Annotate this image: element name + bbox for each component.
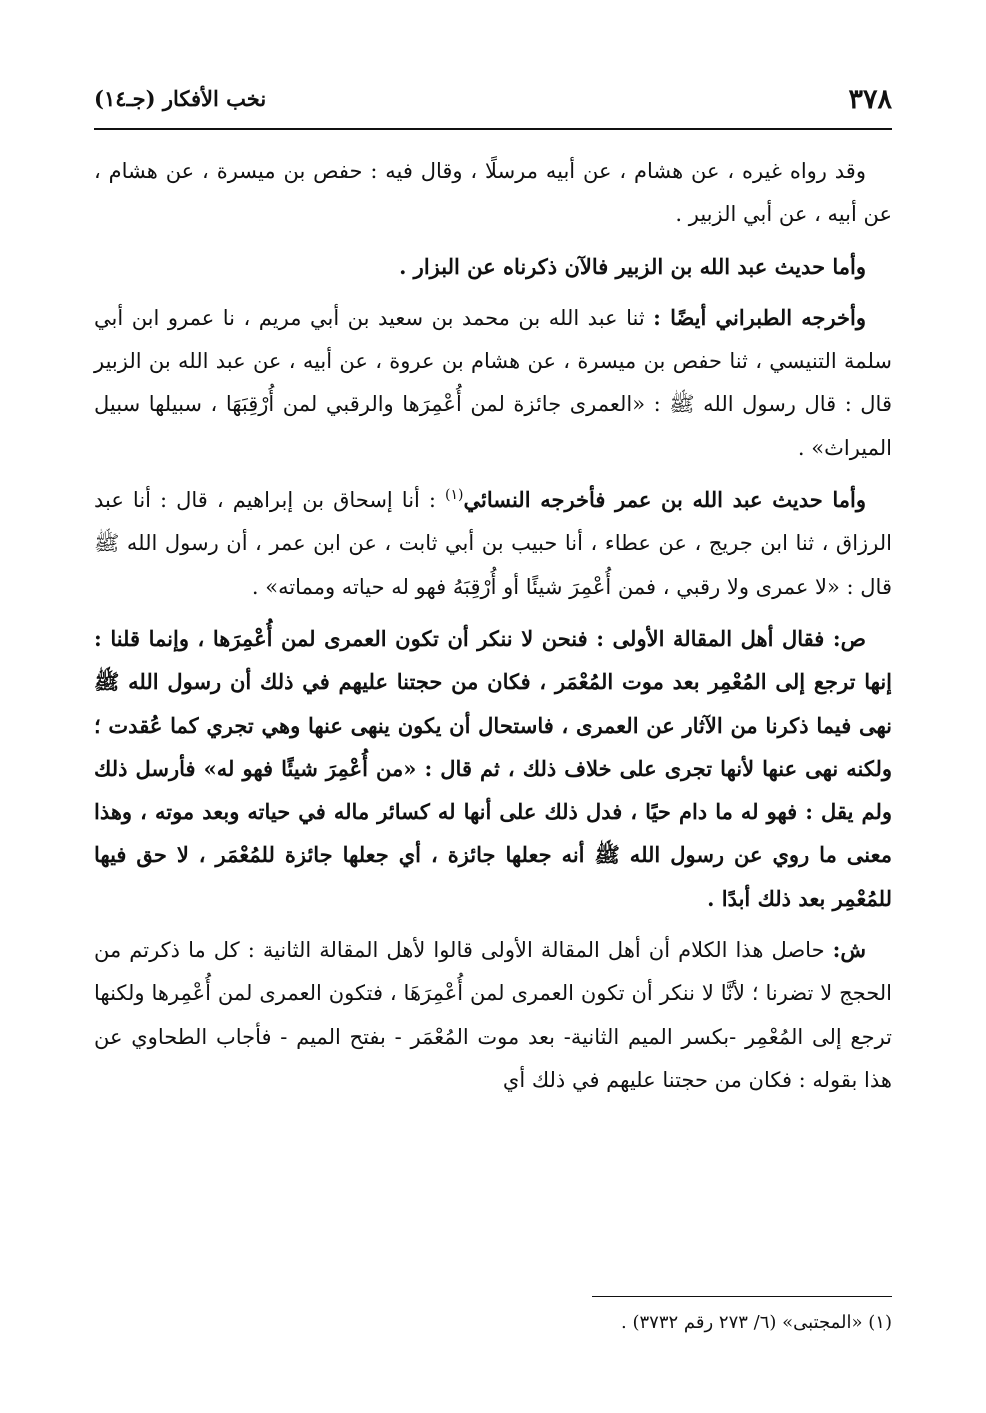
running-title: نخب الأفكار (جـ١٤) (94, 86, 267, 111)
paragraph-4-lead: وأما حديث عبد الله بن عمر فأخرجه النسائي (463, 487, 866, 513)
page-body (94, 150, 892, 1110)
paragraph-5 (94, 617, 892, 920)
footnote-divider (592, 1296, 892, 1297)
header-divider (94, 128, 892, 130)
paragraph-3-lead: وأخرجه الطبراني أيضًا : (653, 304, 866, 330)
footnote (94, 1310, 892, 1336)
paragraph-6 (94, 928, 892, 1102)
paragraph-4 (94, 478, 892, 609)
paragraph-6-text: حاصل هذا الكلام أن أهل المقالة الأولى قالوا لأهل المقالة الثانية : كل ما ذكرتم من الحجج لا تضرنا ؛ لأنَّا لا ننكر أن تكون العمرى لمن أُعْمِرَهَا ، فتكون العمرى لمن أُعْمِرها ولكنها ترجع إلى المُعْمِر -بكسر الميم الثانية- بعد موت المُعْمَر - بفتح الميم - فأجاب الطحاوي عن هذا بقوله : فكان من حجتنا عليهم في ذلك أي (94, 938, 892, 1092)
paragraph-1-text: وقد رواه غيره ، عن هشام ، عن أبيه مرسلًا ، وقال فيه : حفص بن ميسرة ، عن هشام ، عن أبيه ، عن أبي الزبير . (94, 159, 892, 227)
paragraph-6-lead: ش: (832, 937, 866, 963)
page-header (94, 84, 892, 124)
paragraph-3 (94, 296, 892, 470)
paragraph-4-text: : أنا إسحاق بن إبراهيم ، قال : أنا عبد الرزاق ، ثنا ابن جريج ، عن عطاء ، أنا حبيب بن أبي ثابت ، عن ابن عمر ، أن رسول الله ﷺ قال : «لا عمرى ولا رقبي ، فمن أُعْمِرَ شيئًا أو أُرْقِبَهُ فهو له حياته ومماته» . (94, 488, 892, 599)
paragraph-2 (94, 245, 892, 288)
footnote-text: (١) «المجتبى» (٦/ ٢٧٣ رقم ٣٧٣٢) . (621, 1312, 892, 1333)
paragraph-1 (94, 150, 892, 237)
paragraph-3-text: ثنا عبد الله بن محمد بن سعيد بن أبي مريم ، نا عمرو ابن أبي سلمة التنيسي ، ثنا حفص بن ميسرة ، عن هشام بن عروة ، عن أبيه ، عن عبد الله بن الزبير قال : قال رسول الله ﷺ : «العمرى جائزة لمن أُعْمِرَها والرقبي لمن أُرْقِبَهَا ، سبيلها سبيل الميراث» . (94, 305, 892, 460)
footnote-reference[interactable]: (١) (445, 487, 464, 504)
paragraph-2-text: وأما حديث عبد الله بن الزبير فالآن ذكرناه عن البزار . (399, 253, 866, 279)
paragraph-5-text: ص: فقال أهل المقالة الأولى : فنحن لا ننكر أن تكون العمرى لمن أُعْمِرَها ، وإنما قلنا : إنها ترجع إلى المُعْمِر بعد موت المُعْمَر ، فكان من حجتنا عليهم في ذلك أن رسول الله ﷺ نهى فيما ذكرنا من الآثار عن العمرى ، فاستحال أن يكون ينهى عنها وهي تجري كما عُقدت ؛ ولكنه نهى عنها لأنها تجرى على خلاف ذلك ، ثم قال : «من أُعْمِرَ شيئًا فهو له» فأرسل ذلك ولم يقل : فهو له ما دام حيًا ، فدل ذلك على أنها له كسائر ماله في حياته وبعد موته ، وهذا معنى ما روي عن رسول الله ﷺ أنه جعلها جائزة ، أي جعلها جائزة للمُعْمَر ، لا حق فيها للمُعْمِر بعد ذلك أبدًا . (94, 625, 892, 911)
page-number: ٣٧٨ (848, 84, 892, 115)
